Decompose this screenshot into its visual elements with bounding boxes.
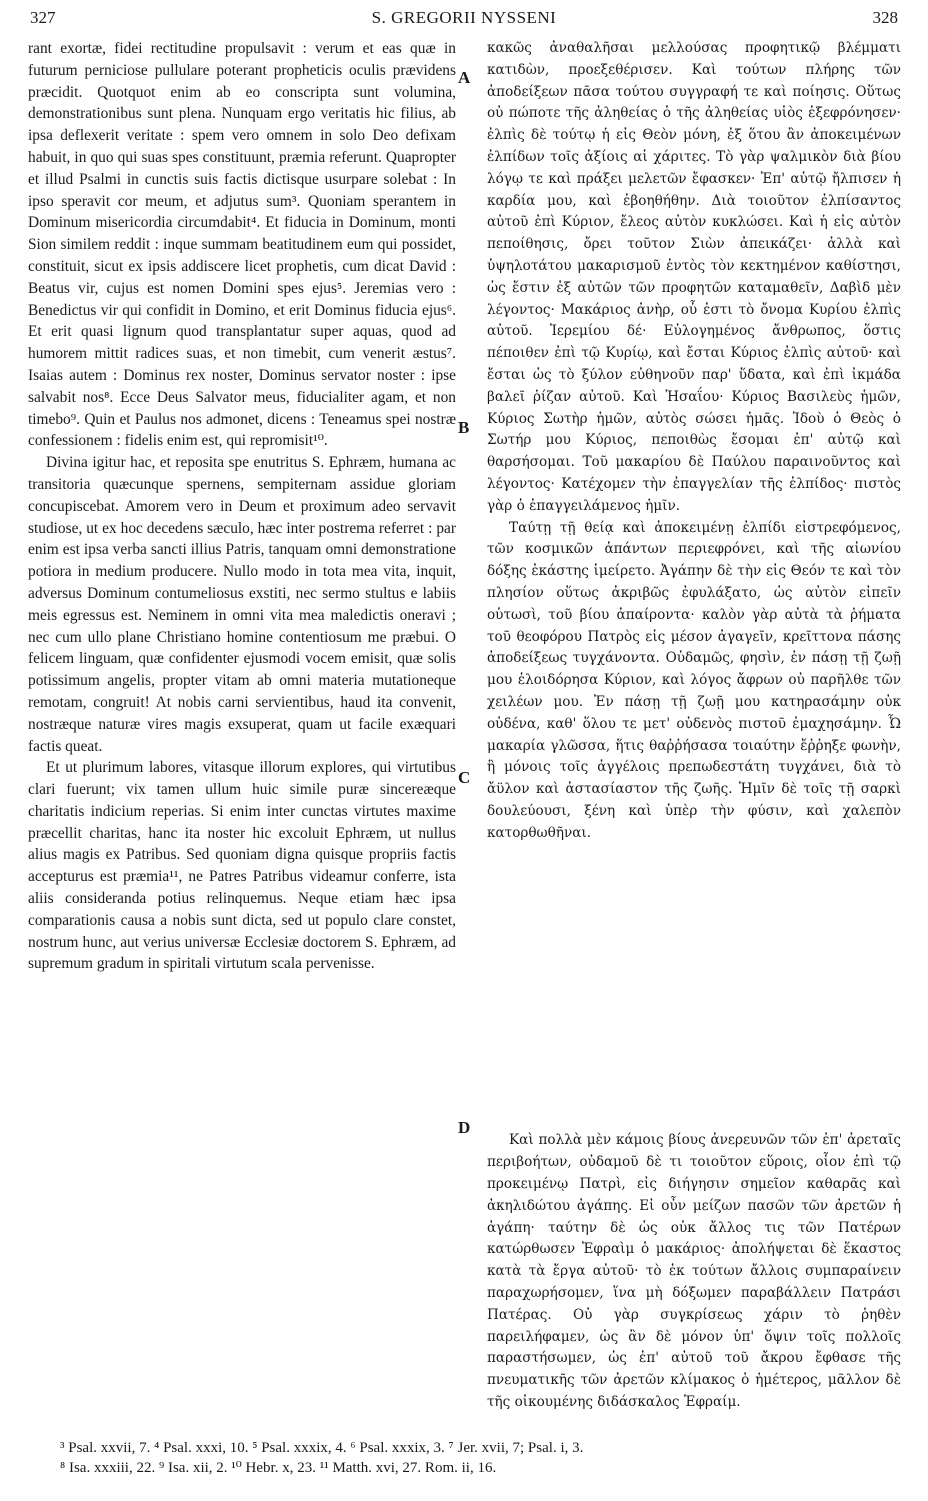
column-gap: [487, 844, 901, 1130]
margin-marker-d: D: [458, 1118, 471, 1137]
greek-column: [487, 38, 901, 1414]
latin-column: [28, 38, 456, 975]
greek-paragraph-1: κακῶς ἀναθαλῆσαι μελλούσας προφητικῷ βλέμματι κατιδὼν, προεξεθέρισεν. Καὶ τούτων πλήρης τῶν ἀποδείξεων πᾶσα τούτου συγγραφή τε καὶ ποίησις. Οὕτως οὐ πώποτε τῆς ἀληθείας ὁ τῆς ἀληθείας υἱὸς ἐξεφρόνησεν· ἐλπὶς δὲ τούτῳ ἡ εἰς Θεὸν μόνη, ἐξ ὅτου ἂν ἀποκειμένων ἐλπίδων τοῖς ἀξίοις αἱ χάριτες. Τὸ γὰρ ψαλμικὸν διὰ βίου λόγῳ τε καὶ πράξει μελετῶν ἔφασκεν· Ἐπ' αὐτῷ ἤλπισεν ἡ καρδία μου, καὶ ἐβοηθήθην. Διὰ τοιοῦτον ἐλπίσαντος αὐτοῦ ἐπὶ Κύριον, ἔλεος αὐτὸν κυκλώσει. Καὶ ἡ εἰς αὐτὸν πεποίθησις, ὄρει τοῦτον Σιὼν ἀπεικάζει· ἀλλὰ καὶ ὑψηλοτάτου μακαρισμοῦ ἐντὸς τὸν κεκτημένον καθίστησι, ὡς ἔστιν ἐξ αὐτῶν τῶν προφητῶν καταμαθεῖν, Δαβὶδ μὲν λέγοντος· Μακάριος ἀνὴρ, οὗ ἐστι τὸ ὄνομα Κυρίου ἐλπὶς αὐτοῦ. Ἱερεμίου δέ· Εὐλογημένος ἄνθρωπος, ὅστις πέποιθεν ἐπὶ τῷ Κυρίῳ, καὶ ἔσται Κύριος ἐλπὶς αὐτοῦ· καὶ ἔσται ὡς τὸ ξύλον εὐθηνοῦν παρ' ὕδατα, καὶ ἐπὶ ἰκμάδα βαλεῖ ῥίζαν αὐτοῦ. Καὶ Ἡσαΐου· Κύριος Βασιλεὺς ἡμῶν, Κύριος Σωτὴρ ἡμῶν, αὐτὸς σώσει ἡμᾶς. Ἰδοὺ ὁ Θεὸς ὁ Σωτήρ μου Κύριος, πεποιθὼς ἔσομαι ἐπ' αὐτῷ καὶ θαρσήσομαι. Τοῦ μακαρίου δὲ Παύλου παραινοῦντος καὶ λέγοντος· Κατέχομεν τὴν ἐπαγγελίαν τῆς ἐλπίδος· πιστὸς γὰρ ὁ ἐπαγγειλάμενος ἡμῖν.: [487, 40, 901, 514]
latin-paragraph-3: Et ut plurimum labores, vitasque illorum explores, qui virtutibus clari fuerunt; vix tamen ullum huic simile puræ sincereæque charitatis indicium reperias. Si enim inter cunctas virtutes maxime præcellit charitas, hanc ita noster hic excoluit Ephræm, ut nullus alius magis ex Patribus. Sed quoniam digna quisque propriis factis accepturus est præmia¹¹, ne Patres Patribus videamur conferre, ista aliis consideranda potius relinquemus. Neque etiam hæc ipsa comparationis causa a nobis sunt dicta, sed ut populo clare constet, nostrum hunc, aut verius universæ Ecclesiæ doctorem S. Ephræm, ad supremum gradum in spiritali virtutum scala pervenisse.: [28, 759, 456, 973]
running-title: S. GREGORII NYSSENI: [371, 8, 557, 27]
latin-paragraph-1: rant exortæ, fidei rectitudine propulsavit : verum et eas quæ in futurum perniciose pullulare poterant propheticis oculis prævidens præcidit. Quotquot enim ab eo conscripta sunt volumina, demonstrationibus sunt plena. Nunquam ergo veritatis hic filius, ab ipsa deflexerit veritate : spem vero omnem in solo Deo defixam habuit, in quo qui suas spes constituunt, præmia referunt. Quapropter et illud Psalmi in cunctis suis factis dictisque usurpare solebat : In ipso speravit cor meum, et adjutus sum³. Quoniam sperantem in Dominum misericordia circumdabit⁴. Et fiducia in Dominum, monti Sion similem reddit : inque summam beatitudinem eum qui possidet, constituit, sicut ex ipsis addiscere licet prophetis, cum dicat David : Beatus vir, cujus est nomen Domini spes ejus⁵. Jeremias vero : Benedictus vir qui confidit in Domino, et erit Dominus fiducia ejus⁶. Et erit quasi lignum quod transplantatur super aquas, quod ad humorem mittit radices suas, et non timebit, cum venerit æstus⁷. Isaias autem : Dominus rex noster, Dominus servator noster : ipse salvabit nos⁸. Ecce Deus Salvator meus, fiducialiter agam, et non timebo⁹. Quin et Paulus nos admonet, dicens : Teneamus spei nostræ confessionem : fidelis enim est, qui repromisit¹⁰.: [28, 40, 456, 450]
footnote-line-2: ⁸ Isa. xxxiii, 22. ⁹ Isa. xii, 2. ¹⁰ Hebr. x, 23. ¹¹ Matth. xvi, 27. Rom. ii, 16.: [60, 1460, 497, 1476]
latin-paragraph-2: Divina igitur hac, et reposita spe enutritus S. Ephræm, humana ac transitoria quæcunque spernens, sempiternam assidue gloriam concupiscebat. Amorem vero in Deum et proximum adeo servavit studiose, ut ex hoc decedens sæculo, hæc inter postrema referret : par enim est ipsa verba sancti illius Patris, tanquam omni demonstratione potiora in medium producere. Nullo modo in tota mea vita, inquit, adversus Dominum contumeliosus exstiti, nec sermo stultus e labiis meis egressus est. Neminem in omni vita mea maledictis oneravi ; nec cum ullo plane Christiano homine contentiosum me præbui. O felicem linguam, quæ confidenter ejusmodi vocem emisit, quæ solis potissimum angelis, propter vitam ab omni materia mutationeque remotam, congruit! At nobis carni servientibus, haud ita convenit, nostræque naturæ vires magis exsuperat, quam ut facile exæquari factis queat.: [28, 454, 456, 755]
page-number-right: 328: [872, 8, 898, 27]
page-number-left: 327: [30, 8, 56, 27]
greek-paragraph-3: Καὶ πολλὰ μὲν κάμοις βίους ἀνερευνῶν τῶν ἐπ' ἀρεταῖς περιβοήτων, οὐδαμοῦ δὲ τι τοιοῦτον εὕροις, οἷον ἐπὶ τῷ προκειμένῳ Πατρὶ, εἰς διήγησιν σημεῖον καθαρᾶς καὶ ἀκηλιδώτου ἀγάπης. Εἰ οὖν μείζων πασῶν τῶν ἀρετῶν ἡ ἀγάπη· ταύτην δὲ ὡς οὐκ ἄλλος τις τῶν Πατέρων κατώρθωσεν Ἐφραὶμ ὁ μακάριος· ἀπολήψεται δὲ ἕκαστος κατὰ τὰ ἔργα αὐτοῦ· τὸ ἐκ τούτων ἄλλοις συμπαραίνειν παραχωρήσομεν, ἵνα μὴ δόξωμεν παραβάλλειν Πατράσι Πατέρας. Οὐ γὰρ συγκρίσεως χάριν τὸ ῥηθὲν παρειλήφαμεν, ὡς ἂν δὲ μόνον ὑπ' ὄψιν τοῖς πολλοῖς παραστήσωμεν, ὡς ἐπ' αὐτοῦ τοῦ ἄκρου ἔφθασε τῆς πνευματικῆς τῶν ἀρετῶν κλίμακος ὁ ἡμέτερος, μᾶλλον δὲ τῆς οἰκουμένης διδάσκαλος Ἐφραίμ.: [487, 1132, 901, 1411]
footnote-line-1: ³ Psal. xxvii, 7. ⁴ Psal. xxxi, 10. ⁵ Psal. xxxix, 4. ⁶ Psal. xxxix, 3. ⁷ Jer. xvii, 7; Psal. i, 3.: [60, 1440, 584, 1456]
margin-marker-c: C: [458, 768, 471, 787]
footnotes: [60, 1438, 910, 1478]
margin-marker-b: B: [458, 418, 470, 437]
greek-paragraph-2: Ταύτῃ τῇ θείᾳ καὶ ἀποκειμένῃ ἐλπίδι εἰστρεφόμενος, τῶν κοσμικῶν ἁπάντων περιεφρόνει, καὶ τῆς αἰωνίου δόξης ἑκάστης ἱμείρετο. Ἀγάπην δὲ τὴν εἰς Θεόν τε καὶ τὸν πλησίον οὕτως ἀκριβῶς ἐφυλάξατο, ὡς αὐτὸν εἰπεῖν οὑτωσὶ, τοῦ βίου ἀπαίροντα· καλὸν γὰρ αὐτὰ τὰ ῥήματα τοῦ θεοφόρου Πατρὸς εἰς μέσον ἀγαγεῖν, κρεῖττονα πάσης ἀποδείξεως τυγχάνοντα. Οὐδαμῶς, φησὶν, ἐν πάσῃ τῇ ζωῇ μου ἐλοιδόρησα Κύριον, καὶ λόγος ἄφρων οὐ παρῆλθε τῶν χειλέων μου. Ἐν πάσῃ τῇ ζωῇ μου κατηρασάμην οὐκ οὐδένα, καθ' ὅλου τε μετ' οὐδενὸς πιστοῦ ἐμαχησάμην. Ὦ μακαρία γλῶσσα, ἥτις θαῤῥήσασα τοιαύτην ἔῤῥηξε φωνὴν, ἣ μόνοις τοῖς ἀγγέλοις πρεπωδεστάτη τυγχάνει, διὰ τὸ ἄϋλον καὶ ἀστασίαστον τῆς ζωῆς. Ἡμῖν δὲ τοῖς τῇ σαρκὶ δουλεύουσι, ξένη καὶ ὑπὲρ τὴν φύσιν, καὶ χαλεπὸν κατορθωθῆναι.: [487, 519, 901, 841]
page-header: [0, 8, 928, 34]
margin-marker-a: A: [458, 68, 471, 87]
